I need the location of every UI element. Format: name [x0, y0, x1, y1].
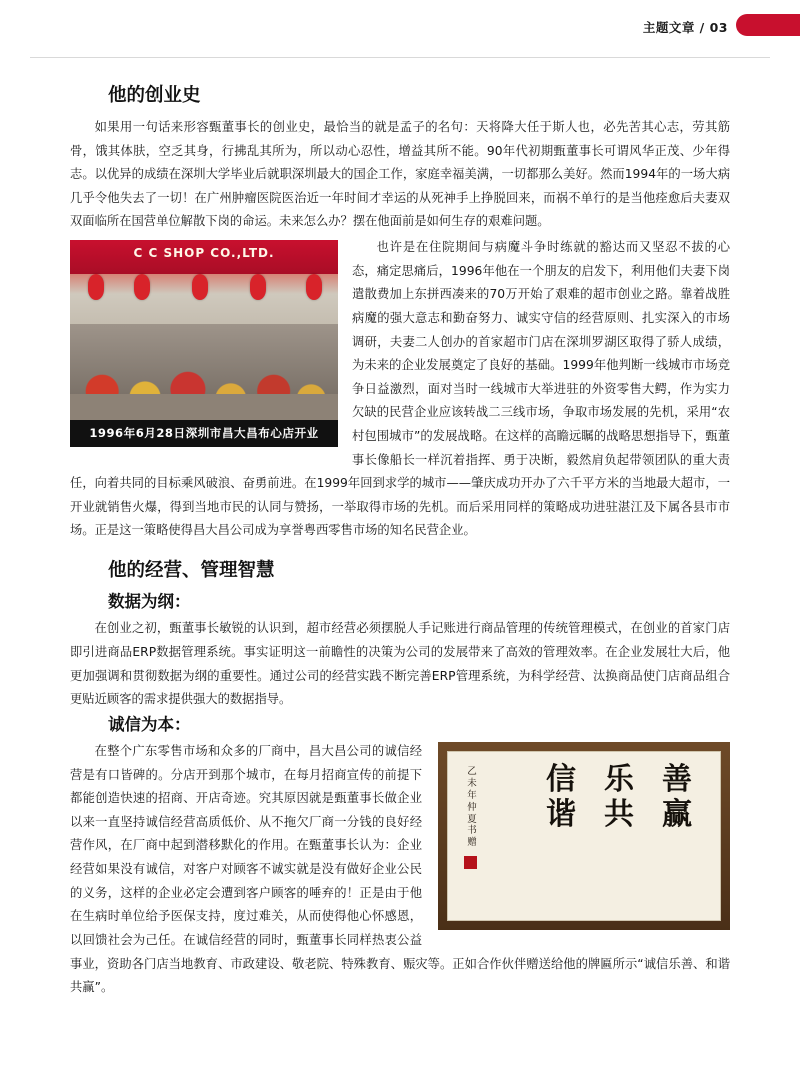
header-divider — [30, 57, 770, 58]
paragraph-3-1: 在整个广东零售市场和众多的厂商中，昌大昌公司的诚信经营是有口皆碑的。分店开到那个城市，在每月招商宣传的前提下都能创造快速的招商、开店奇迹。究其原因就是甄董事长做企业以来一直坚持诚信经营高质低价、从不拖欠厂商一分钱的良好经营作风，在厂商中起到潜移默化的作用。在甄董事长认为：企业经营如果没有诚信，对客户对顾客不诚实就是没有做好企业公民的义务，这样的企业必定会遭到客户顾客的唾弃的！正是由于他在生病时单位给予医保支持，度过难关，从而使得他心怀感恩，以回馈社会为己任。在诚信经营的同时，甄董事长同样热衷公益事业，资助各门店当地教育、市政建设、敬老院、特殊教育、赈灾等。正如合作伙伴赠送给他的牌匾所示“诚信乐善、和谐共赢”。 — [70, 744, 730, 995]
plaque-frame — [438, 742, 730, 930]
page-body — [70, 70, 730, 1002]
calligraphy-column-3: 信谐 — [546, 762, 576, 833]
lantern-icon — [192, 274, 208, 300]
section-title-2: 他的经营、管理智慧 — [108, 560, 275, 582]
calligraphy-column-2: 乐共 — [604, 762, 634, 833]
calligraphy-column-1: 善赢 — [662, 762, 692, 833]
paragraph-1-1: 如果用一句话来形容甄董事长的创业史，最恰当的就是孟子的名句：天将降大任于斯人也，必先苦其心志，劳其筋骨，饿其体肤，空乏其身，行拂乱其所为，所以动心忍性，增益其所不能。90年代初期甄董事长可谓风华正茂、少年得志。以优异的成绩在深圳大学毕业后就职深圳最大的国企工作，家庭幸福美满，一切都那么美好。然而1994年的一场大病几乎令他失去了一切！在广州肿瘤医院医治近一年时间才幸运的从死神手上挣脱回来，而祸不单行的是当他痊愈后夫妻双双面临所在国营单位解散下岗的命运。未来怎么办？摆在他面前是如何生存的艰难问题。 — [70, 120, 730, 229]
header-accent-bar — [736, 14, 800, 36]
shop-opening-photo — [70, 240, 338, 420]
subsection-title-data: 数据为纲： — [108, 592, 191, 612]
lantern-icon — [88, 274, 104, 300]
subsection-title-integrity: 诚信为本： — [108, 714, 191, 734]
lantern-icon — [306, 274, 322, 300]
seal-stamp-icon — [464, 856, 477, 869]
paragraph-2-1: 在创业之初，甄董事长敏锐的认识到，超市经营必须摆脱人手记账进行商品管理的传统管理模式，在创业的首家门店即引进商品ERP数据管理系统。事实证明这一前瞻性的决策为公司的发展带来了高效的管理效率。在企业发展壮大后，他更加强调和贯彻数据为纲的重要性。通过公司的经营实践不断完善ERP管理系统，为科学经营、汰换商品使门店商品组合更贴近顾客的需求提供强大的数据指导。 — [70, 621, 730, 707]
paragraph-1-2: 也许是在住院期间与病魔斗争时练就的豁达而又坚忍不拔的心态，痛定思痛后，1996年他在一个朋友的启发下，利用他们夫妻下岗遣散费加上东拼西凑来的70万开始了艰难的超市创业之路。靠着战胜病魔的强大意志和勤奋努力、诚实守信的经营原则、扎实深入的市场调研，夫妻二人创办的首家超市门店在深圳罗湖区取得了骄人成绩，为未来的企业发展奠定了良好的基础。1999年他判断一线城市市场竞争日益激烈，面对当时一线城市大举进驻的外资零售大鳄，作为实力欠缺的民营企业应该转战二三线市场，争取市场发展的先机，采用“农村包围城市”的发展战略。在这样的高瞻远瞩的战略思想指导下，甄董事长像船长一样沉着指挥、勇于决断，毅然肩负起带领团队的重大责任，向着共同的目标乘风破浪、奋勇前进。在1999年回到求学的城市——肇庆成功开办了六千平方米的当地最大超市，一开业就销售火爆，得到当地市民的认同与赞扬，一举取得市场的先机。而后采用同样的策略成功进驻湛江及下属各县市市场。正是这一策略使得昌大昌公司成为享誉粤西零售市场的知名民营企业。 — [70, 240, 730, 538]
lantern-icon — [250, 274, 266, 300]
store-signboard-text: C C SHOP CO.,LTD. — [133, 246, 275, 261]
figure-shop-opening — [70, 240, 338, 447]
section-title-1: 他的创业史 — [108, 85, 201, 106]
page-header — [0, 0, 800, 58]
figure-caption-shop: 1996年6月28日深圳市昌大昌布心店开业 — [70, 420, 338, 447]
page-title: 主题文章 / 03 — [642, 20, 728, 35]
calligraphy-signature: 乙未年仲夏书赠 — [467, 766, 477, 849]
plaque-mat — [447, 751, 721, 921]
figure-calligraphy-plaque — [438, 742, 730, 930]
lantern-icon — [134, 274, 150, 300]
ground-strip — [70, 394, 338, 420]
